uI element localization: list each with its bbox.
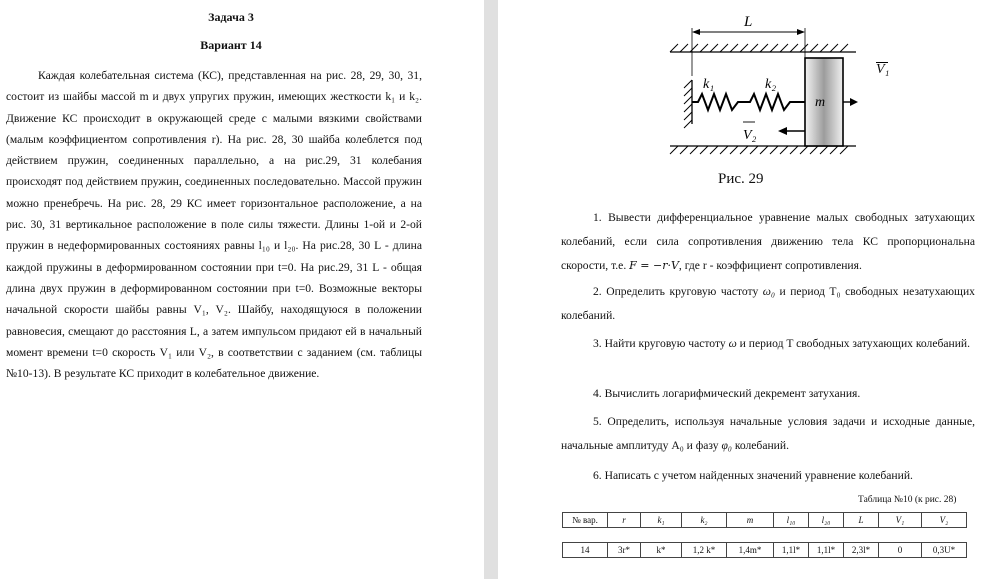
variant-table <box>562 512 967 558</box>
table-header-cell: k₂ <box>682 513 727 528</box>
page-right <box>498 0 1000 579</box>
task-description <box>6 65 422 384</box>
table-header-cell: l₂₀ <box>809 513 844 528</box>
question-5 <box>561 410 975 458</box>
question-1-text: 1. Вывести дифференциальное уравнение малых свободных затухающих колебаний, если сила сопротивления движению тела КС пропорциональна скорости, т.е. <box>561 211 975 272</box>
table-cell: 1,1l* <box>809 543 844 558</box>
table-cell: 3r* <box>608 543 641 558</box>
question-3-tail: и период T свободных затухающих колебаний. <box>739 337 971 350</box>
spring-mass-figure <box>658 6 858 196</box>
page-gutter <box>484 0 498 579</box>
question-6 <box>561 464 975 488</box>
table-header-cell: m <box>727 513 774 528</box>
table-header-cell: L <box>844 513 879 528</box>
question-5-text: 5. Определить, используя начальные условия задачи и исходные данные, начальные амплитуду A₀ и фазу <box>561 415 975 452</box>
table-cell: k* <box>641 543 682 558</box>
v1-vector-bar <box>876 62 888 63</box>
figure-caption: Рис. 29 <box>718 171 764 187</box>
table-header-cell: V₁ <box>879 513 922 528</box>
table-header-cell: V₂ <box>922 513 967 528</box>
omega-symbol: ω <box>728 337 737 350</box>
question-4 <box>561 382 975 406</box>
v2-label: V₂ <box>743 128 757 143</box>
table-header-cell: k₁ <box>641 513 682 528</box>
resistance-formula: F = −r·V <box>629 259 679 272</box>
question-5-tail: колебаний. <box>734 439 789 452</box>
question-1-tail: , где r - коэффициент сопротивления. <box>678 259 862 272</box>
table-header-cell: r <box>608 513 641 528</box>
table-spacer-row <box>563 528 967 543</box>
question-2-text: 2. Определить круговую частоту <box>593 285 759 298</box>
k2-label: k₂ <box>765 77 777 92</box>
mass-label: m <box>815 95 826 110</box>
question-2-tail: и период T₀ свободных незатухающих колебаний. <box>561 285 975 322</box>
table-caption: Таблица №10 (к рис. 28) <box>858 495 957 505</box>
v1-label: V₁ <box>876 62 890 77</box>
k1-label: k₁ <box>703 77 715 92</box>
question-1 <box>561 206 975 278</box>
table-header-cell: № вар. <box>563 513 608 528</box>
table-cell: 1,2 k* <box>682 543 727 558</box>
table-cell: 1,4m* <box>727 543 774 558</box>
length-label: L <box>744 14 753 30</box>
table-row <box>563 543 967 558</box>
table-header-row <box>563 513 967 528</box>
task-description-text: Каждая колебательная система (КС), представленная на рис. 28, 29, 30, 31, состоит из шайбы массой m и двух упругих пружин, имеющих жесткости k₁ и k₂. Движение КС происходит в окружающей среде с малыми вязкими свойствами (малым коэффициентом сопротивления r). На рис. 28, 30 шайба колеблется под действием пружин, соединенных параллельно, а на рис.29, 31 колебания происходят под действием пружин, соединенных последовательно. Массой пружин можно пренебречь. На рис. 28, 29 КС имеет горизонтальное расположение, а на рис. 30, 31 вертикальное расположение в поле силы тяжести. Длины 1-ой и 2-ой пружин в недеформированных состояниях равны l₁₀ и l₂₀. На рис.28, 30 L - длина каждой пружины в деформированном состоянии при t=0. На рис.29, 31 L - общая длина двух пружин в деформированном состоянии при t=0. Возможные векторы начальной скорости шайбы равны V₁, V₂. Шайбу, находящуюся в положении равновесия, смещают до расстояния L, а затем импульсом придают ей в начальный момент времени t=0 скорость V₁ или V₂, в соответствии с заданием (см. таблицы №10-13). В результате КС приходит в колебательное движение. <box>6 69 422 381</box>
page-left <box>0 0 484 579</box>
table-cell: 14 <box>563 543 608 558</box>
question-2 <box>561 280 975 328</box>
question-6-text: 6. Написать с учетом найденных значений уравнение колебаний. <box>593 469 913 482</box>
table-cell: 0,3U* <box>922 543 967 558</box>
table-cell: 2,3l* <box>844 543 879 558</box>
question-3 <box>561 332 975 356</box>
omega0-symbol: ω₀ <box>762 285 775 298</box>
table-header-cell: l₁₀ <box>774 513 809 528</box>
task-title: Задача 3 <box>208 10 254 24</box>
phi0-symbol: φ₀ <box>721 439 732 452</box>
table-cell: 0 <box>879 543 922 558</box>
table-cell: 1,1l* <box>774 543 809 558</box>
question-4-text: 4. Вычислить логарифмический декремент затухания. <box>593 387 861 400</box>
variant-title: Вариант 14 <box>200 38 262 52</box>
question-3-text: 3. Найти круговую частоту <box>593 337 726 350</box>
